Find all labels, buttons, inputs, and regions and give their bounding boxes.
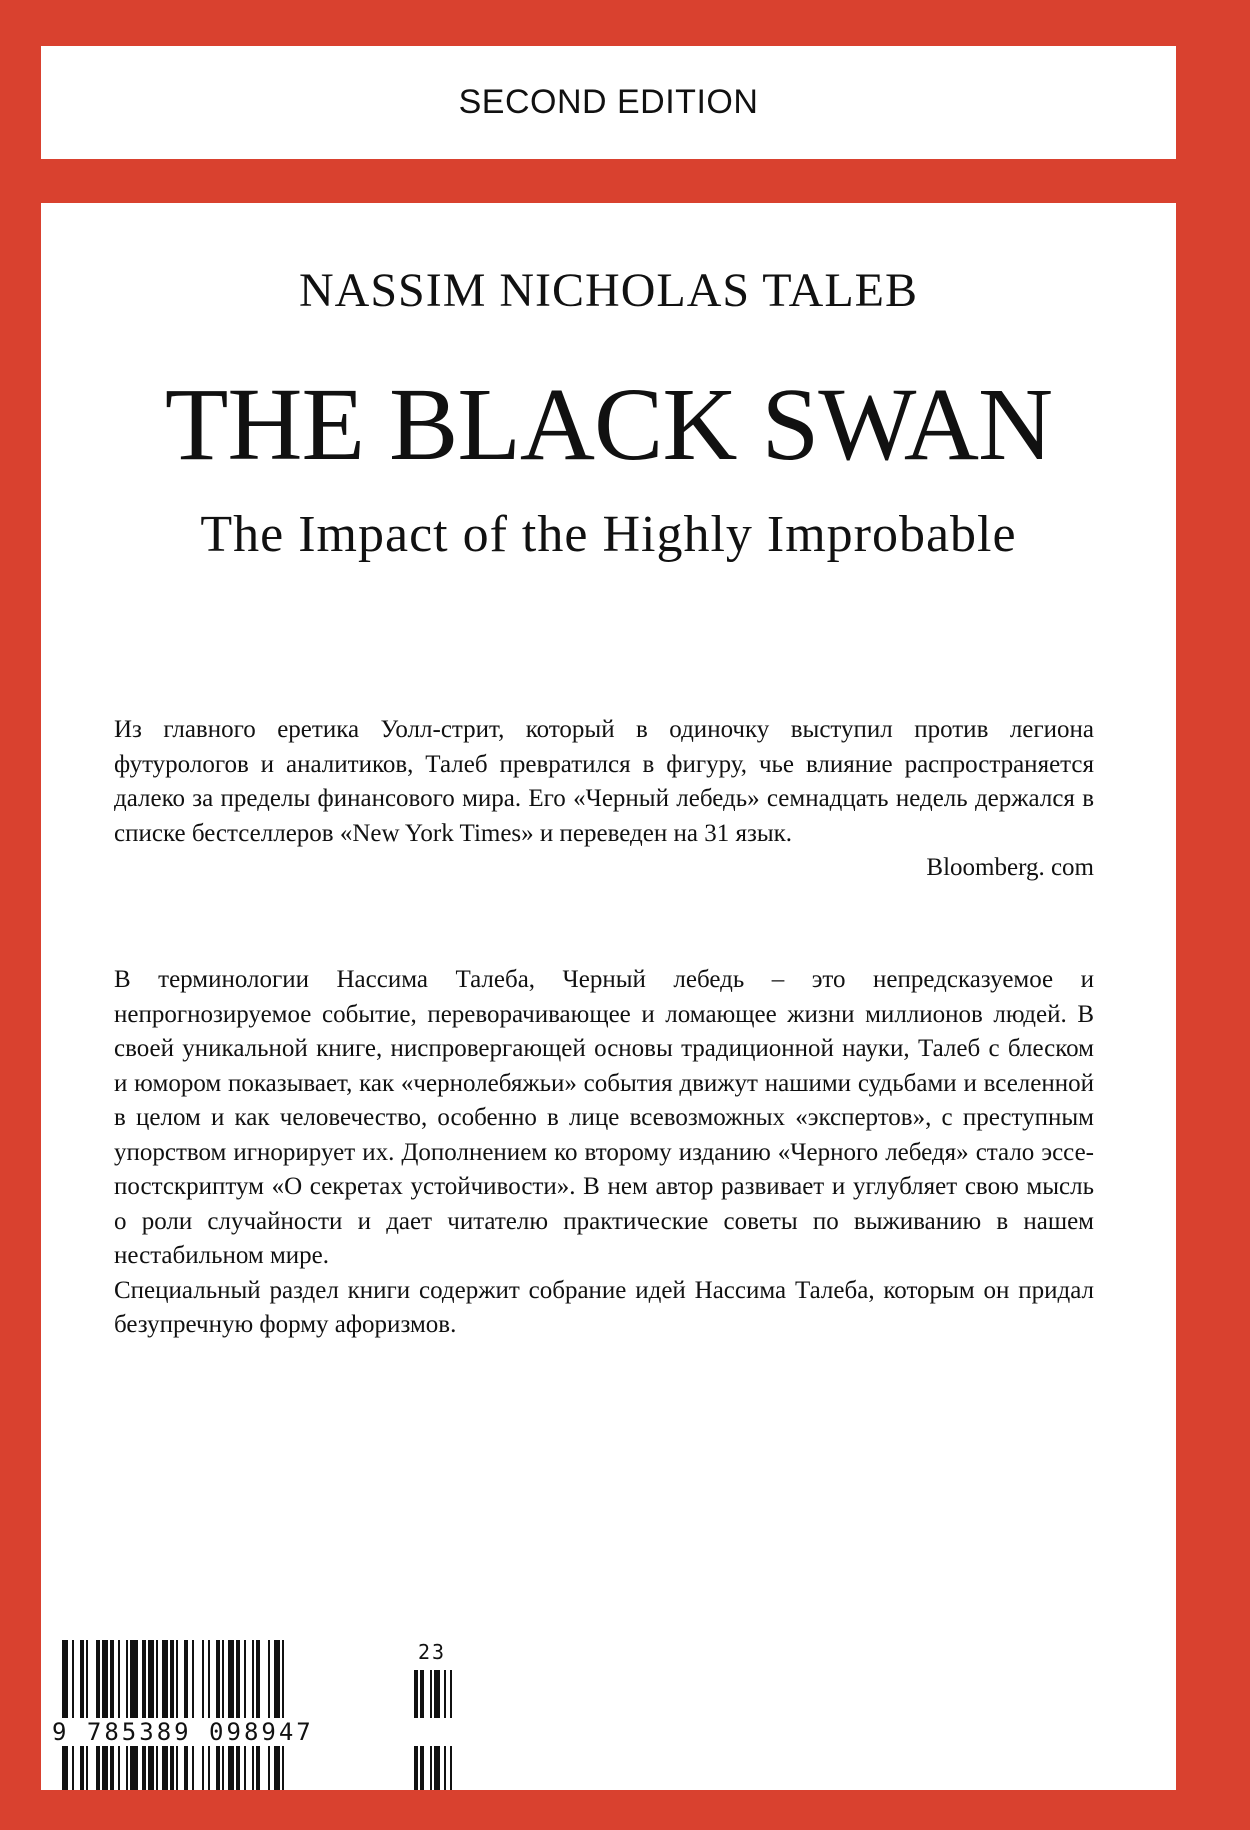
book-subtitle: The Impact of the Highly Improbable [200,506,1017,563]
description-paragraph-1: В терминологии Нассима Талеба, Черный лебедь – это непредсказуемое и непрогнозируемое событие, переворачивающее и ломающее жизни миллионов людей. В своей уникальной книге, ниспровергающей основы традиционной науки, Талеб с блеском и юмором показывает, как «чернолебяжьи» события движут нашими судьбами и вселенной в целом и как человечество, особенно в лице всевозможных «экспертов», с преступным упорством игнорирует их. Дополнением ко второму изданию «Черного лебедя» стало эссе-постскриптум «О секретах устойчивости». В нем автор развивает и углубляет свою мысль о роли случайности и дает читателю практические советы по выживанию в нашем нестабильном мире. [114,966,1094,1269]
barcode-digits: 9 785389 098947 [52,1718,482,1746]
edition-label: SECOND EDITION [458,83,759,121]
book-description [114,963,1094,1343]
book-title: THE BLACK SWAN [164,367,1053,482]
edition-banner [41,46,1176,159]
description-paragraph-2: Специальный раздел книги содержит собрание идей Нассима Талеба, которым он придал безупречную форму афоризмов. [114,1276,1094,1338]
review-source: Bloomberg. com [926,854,1094,881]
review-quote [114,713,1094,886]
isbn-barcode [52,1640,482,1790]
author-name: NASSIM NICHOLAS TALEB [299,264,918,317]
review-text: Из главного еретика Уолл-стрит, который в одиночку выступил против легиона футурологов и аналитиков, Талеб превратился в фигуру, чье влияние распространяется далеко за пределы финансового мира. Его «Черный лебедь» семнадцать недель держался в списке бестселлеров «New York Times» и переведен на 31 язык. [114,716,1094,847]
barcode-addon-digits: 23 [418,1640,447,1664]
cover-panel [41,203,1176,1790]
